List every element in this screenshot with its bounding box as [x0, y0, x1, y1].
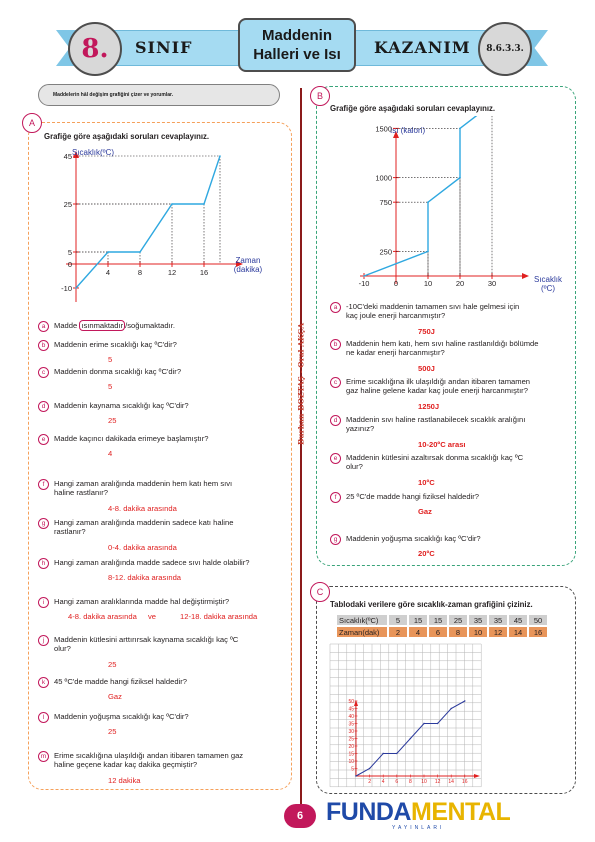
- section-a-answer: 25: [108, 416, 117, 425]
- chart-c-ytick: 20: [348, 744, 354, 750]
- section-a-answer: 4: [108, 449, 113, 458]
- chart-b-ylabel: Isı (kalori): [390, 126, 426, 135]
- section-a-question-badge: g: [38, 518, 49, 529]
- chart-b-xlabel-unit: (ºC): [540, 284, 556, 293]
- page-number: [284, 804, 316, 828]
- chart-c-ytick: 25: [348, 736, 354, 743]
- section-a-question-e: [38, 434, 208, 445]
- chart-c-ytick: 30: [348, 729, 354, 735]
- section-b-question-text: Maddenin hem katı, hem sıvı haline rastlanıldığı bölümde ne kadar enerji harcanmıştır?: [346, 339, 539, 358]
- chart-b-ytick: 1000: [375, 173, 392, 183]
- grade-number: 8.: [81, 34, 109, 64]
- chart-a-point: [203, 203, 205, 205]
- section-a-question-text: Maddenin erime sıcaklığı kaç ºC'dir?: [54, 340, 177, 349]
- chart-a-xtick: 8: [137, 268, 143, 277]
- table-cell-temperature: 35: [469, 615, 487, 625]
- kazanim-label: KAZANIM: [374, 38, 471, 57]
- section-a-answer: Gaz: [108, 692, 122, 701]
- chart-c-xtick: 2: [368, 779, 371, 785]
- section-a-question-f: [38, 479, 232, 498]
- section-c-badge: C: [310, 582, 330, 602]
- chart-c-xtick: 16: [462, 779, 468, 785]
- section-a-answer: 5: [108, 355, 113, 364]
- chart-c-point: [410, 738, 411, 739]
- chart-a-point: [171, 203, 173, 205]
- chart-a-ylabel: Sıcaklık(ºC): [72, 148, 115, 157]
- chart-b-xtick: -10: [358, 279, 370, 288]
- table-cell-time: 12: [489, 627, 507, 637]
- section-a-question-text: Hangi zaman aralıklarında madde hal değiştirmiştir?: [54, 597, 230, 606]
- section-a-question-text: 45 ºC'de madde hangi fiziksel haldedir?: [54, 677, 187, 686]
- chart-c-xtick: 14: [448, 779, 454, 785]
- chart-c-xtick: 6: [395, 779, 399, 785]
- section-a-question-text: Hangi zaman aralığında madde sadece sıvı halde olabilir?: [54, 558, 250, 567]
- section-a-question-b: [38, 340, 177, 351]
- section-b-question-badge: e: [330, 453, 341, 464]
- chart-c-point: [423, 723, 424, 724]
- section-a-question-h: [38, 558, 249, 569]
- section-b-question-b: [330, 339, 538, 358]
- section-b-question-f: [330, 492, 479, 503]
- section-b-question-text: Maddenin sıvı haline rastlanabilecek sıcaklık aralığını yazınız?: [346, 415, 526, 434]
- section-b-question-text: 25 ºC'de madde hangi fiziksel haldedir?: [346, 492, 479, 501]
- chart-c-xtick: 4: [381, 779, 385, 785]
- chart-a-xlabel-unit: (dakika): [233, 265, 263, 274]
- grade-label: SINIF: [135, 38, 193, 57]
- section-a-answer: 4-8. dakika arasında: [108, 504, 177, 513]
- table-row-time: [337, 627, 547, 637]
- chart-b-xlabel: Sıcaklık: [533, 275, 563, 284]
- section-a-question-badge: e: [38, 434, 49, 445]
- chart-a-series-line: [76, 156, 220, 288]
- section-a-question-text: Madde kaçıncı dakikada erimeye başlamıştır?: [54, 434, 209, 443]
- chart-b-point: [427, 201, 429, 203]
- section-a-answer: 5: [108, 382, 113, 391]
- chart-a-ytick: 25: [63, 200, 72, 209]
- chart-b-point: [459, 177, 461, 179]
- table-head-temperature: Sıcaklık(ºC): [337, 615, 387, 625]
- section-a-answer: 4-8. dakika arasında: [68, 612, 137, 621]
- table-cell-temperature: 5: [389, 615, 407, 625]
- grade-badge: [68, 22, 122, 76]
- table-cell-time: 10: [469, 627, 487, 637]
- chart-a-ytick: 5: [67, 248, 72, 257]
- section-a-question-l: [38, 712, 189, 723]
- section-a-question-badge: k: [38, 677, 49, 688]
- table-cell-temperature: 50: [529, 615, 547, 625]
- page-number-text: 6: [296, 810, 304, 822]
- chart-a-point: [139, 251, 141, 253]
- author-text: Burhan BOZTAŞ - Oral AKÇA: [296, 322, 306, 446]
- section-b-question-text: Maddenin yoğuşma sıcaklığı kaç ºC'dir?: [346, 534, 481, 543]
- table-row-temperature: [337, 615, 547, 625]
- section-a-question-j: [38, 635, 238, 654]
- boxed-answer: ısınmaktadır: [81, 321, 124, 330]
- table-cell-temperature: 15: [429, 615, 447, 625]
- section-a-question-badge: i: [38, 597, 49, 608]
- section-a-question-badge: j: [38, 635, 49, 646]
- chart-c-ytick: 50: [348, 699, 354, 705]
- chart-c-point: [464, 700, 465, 701]
- table-cell-time: 6: [429, 627, 447, 637]
- table-head-time: Zaman(dak): [337, 627, 387, 637]
- section-a-question-badge: b: [38, 340, 49, 351]
- section-b-answer: 500J: [418, 364, 435, 373]
- table-cell-time: 8: [449, 627, 467, 637]
- section-a-question-text: Maddenin kaynama sıcaklığı kaç ºC'dir?: [54, 401, 189, 410]
- section-b-answer: 20ºC: [418, 549, 435, 558]
- section-a-question-text: Hangi zaman aralığında maddenin hem katı hem sıvı haline rastlanır?: [54, 479, 233, 498]
- chart-b-ytick: 1500: [375, 124, 392, 134]
- chart-b-x-arrow: [522, 273, 529, 279]
- chart-b-ytick: 750: [379, 198, 392, 208]
- chart-a-point: [107, 251, 109, 253]
- chart-b-xtick: 30: [487, 279, 497, 288]
- brand-part-b: MENTAL: [411, 798, 511, 826]
- chart-c-xtick: 10: [421, 779, 427, 785]
- section-b-question-g: [330, 534, 481, 545]
- section-a-question-text: Maddenin kütlesini arttırırsak kaynama sıcaklığı kaç ºC olur?: [54, 635, 239, 654]
- chart-b-point: [459, 128, 461, 130]
- section-a-question-text: Maddenin donma sıcaklığı kaç ºC'dir?: [54, 367, 182, 376]
- section-a-answer: 25: [108, 727, 117, 736]
- table-cell-time: 4: [409, 627, 427, 637]
- section-a-question-badge: a: [38, 321, 49, 332]
- chart-c-point: [396, 753, 397, 754]
- section-a-question-badge: m: [38, 751, 49, 762]
- section-b-question-text: Erime sıcaklığına ilk ulaşıldığı andan itibaren tamamen gaz haline gelene kadar kaç joule enerji harcanmıştır?: [346, 377, 531, 396]
- section-a-question-text: Madde ısınmaktadır /soğumaktadır.: [54, 321, 175, 330]
- section-b-question-text: -10C'deki maddenin tamamen sıvı hale gelmesi için kaç joule enerji harcanmıştır?: [346, 302, 520, 321]
- section-b-title: Grafiğe göre aşağıdaki soruları cevaplayınız.: [330, 104, 496, 113]
- section-a-question-m: [38, 751, 243, 770]
- chart-a-ytick: -10: [61, 284, 72, 293]
- chart-b-xtick: 20: [455, 279, 465, 288]
- chart-c-ytick: 40: [348, 714, 354, 720]
- section-a-question-d: [38, 401, 189, 412]
- section-a-question-badge: l: [38, 712, 49, 723]
- chart-c-ytick: 45: [348, 706, 354, 713]
- section-a-answer: 25: [108, 660, 117, 669]
- data-table: [337, 615, 547, 637]
- chart-b-xtick: 0: [393, 279, 399, 288]
- section-a-question-text: Hangi zaman aralığında maddenin sadece katı haline rastlanır?: [54, 518, 234, 537]
- section-a-question-badge: f: [38, 479, 49, 490]
- chart-c-point: [355, 775, 356, 776]
- chart-c-point: [383, 753, 384, 754]
- chart-c-point: [369, 768, 370, 769]
- section-a-question-badge: c: [38, 367, 49, 378]
- chart-a-point: [219, 155, 221, 157]
- table-cell-time: 16: [529, 627, 547, 637]
- section-b-answer: 10ºC: [418, 478, 435, 487]
- section-b-question-badge: g: [330, 534, 341, 545]
- chart-c-ytick: 5: [351, 766, 354, 773]
- section-a-answer-connector: ve: [148, 612, 157, 621]
- chart-c-ytick: 15: [348, 751, 354, 758]
- chart-c-xtick: 12: [434, 779, 441, 785]
- chart-c-ytick: 10: [348, 759, 354, 765]
- chart-b-xtick: 10: [423, 279, 433, 288]
- section-a-question-text: Maddenin yoğuşma sıcaklığı kaç ºC'dir?: [54, 712, 189, 721]
- section-a-answer: 8-12. dakika arasında: [108, 573, 182, 582]
- chart-c-point: [437, 723, 438, 724]
- chart-b-point: [427, 251, 429, 253]
- section-b-question-badge: d: [330, 415, 341, 426]
- section-a-answer: 0-4. dakika arasında: [108, 543, 177, 552]
- section-b-question-text: Maddenin kütlesini azaltırsak donma sıcaklığı kaç ºC olur?: [346, 453, 524, 472]
- section-b-question-badge: b: [330, 339, 341, 350]
- section-a-question-g: [38, 518, 233, 537]
- chart-c-ytick: 35: [348, 721, 354, 728]
- section-a-question-k: [38, 677, 187, 688]
- chart-a: [40, 146, 290, 306]
- table-cell-time: 14: [509, 627, 527, 637]
- topic-title-line2: Halleri ve Isı: [253, 46, 341, 63]
- section-a-question-a: [38, 321, 175, 332]
- chart-a-xtick: 16: [199, 268, 209, 277]
- chart-a-xtick: 4: [105, 268, 111, 277]
- section-b-question-badge: f: [330, 492, 341, 503]
- section-a-answer: 12 dakika: [108, 776, 141, 785]
- section-b-question-badge: c: [330, 377, 341, 388]
- section-a-question-i: [38, 597, 229, 608]
- chart-a-point: [75, 287, 77, 289]
- chart-c-x-arrow: [474, 774, 480, 778]
- section-b-question-badge: a: [330, 302, 341, 313]
- chart-c-point: [451, 708, 452, 709]
- chart-a-ytick: 0: [67, 260, 72, 269]
- brand-part-a: FUNDA: [326, 798, 411, 826]
- section-a-answer: 12-18. dakika arasında: [180, 612, 258, 621]
- section-b-answer: Gaz: [418, 507, 432, 516]
- chart-a-xtick: 12: [167, 268, 177, 277]
- author-credit: [295, 310, 307, 458]
- chart-c: [326, 640, 486, 790]
- chart-a-xlabel: Zaman: [235, 256, 261, 265]
- section-a-question-badge: h: [38, 558, 49, 569]
- section-a-question-text: Erime sıcaklığına ulaşıldığı andan itibaren tamamen gaz haline geçene kadar kaç dakika geçmiştir?: [54, 751, 244, 770]
- section-a-question-c: [38, 367, 181, 378]
- chart-c-xtick: 8: [409, 779, 412, 785]
- section-a-question-badge: d: [38, 401, 49, 412]
- section-b-question-e: [330, 453, 523, 472]
- section-a-badge: A: [22, 113, 42, 133]
- section-c-title: Tablodaki verilere göre sıcaklık-zaman grafiğini çiziniz.: [330, 600, 533, 609]
- table-cell-temperature: 15: [409, 615, 427, 625]
- chart-b-point: [363, 275, 365, 277]
- chart-b: [330, 116, 570, 296]
- kazanim-code: 8.6.3.3.: [486, 44, 524, 54]
- chart-a-ytick: 45: [63, 152, 72, 161]
- learning-objective: [38, 84, 280, 106]
- section-b-answer: 10-20ºC arası: [418, 440, 466, 449]
- table-cell-temperature: 45: [509, 615, 527, 625]
- table-cell-time: 2: [389, 627, 407, 637]
- publisher-logo: [326, 798, 510, 827]
- table-cell-temperature: 25: [449, 615, 467, 625]
- section-a-title: Grafiğe göre aşağıdaki soruları cevaplayınız.: [44, 132, 210, 141]
- section-b-badge: B: [310, 86, 330, 106]
- topic-title-line1: Maddenin: [262, 27, 332, 44]
- section-b-answer: 750J: [418, 327, 435, 336]
- chart-b-ytick: 250: [379, 247, 392, 257]
- section-b-question-c: [330, 377, 530, 396]
- table-cell-temperature: 35: [489, 615, 507, 625]
- section-b-question-d: [330, 415, 525, 434]
- section-b-question-a: [330, 302, 519, 321]
- objective-text: Maddelerin hâl değişim grafiğini çizer ve yorumlar.: [53, 92, 174, 98]
- publisher-subtitle: YAYINLARI: [392, 825, 445, 831]
- section-b-answer: 1250J: [418, 402, 440, 411]
- topic-title: [238, 18, 356, 72]
- kazanim-code-badge: [478, 22, 532, 76]
